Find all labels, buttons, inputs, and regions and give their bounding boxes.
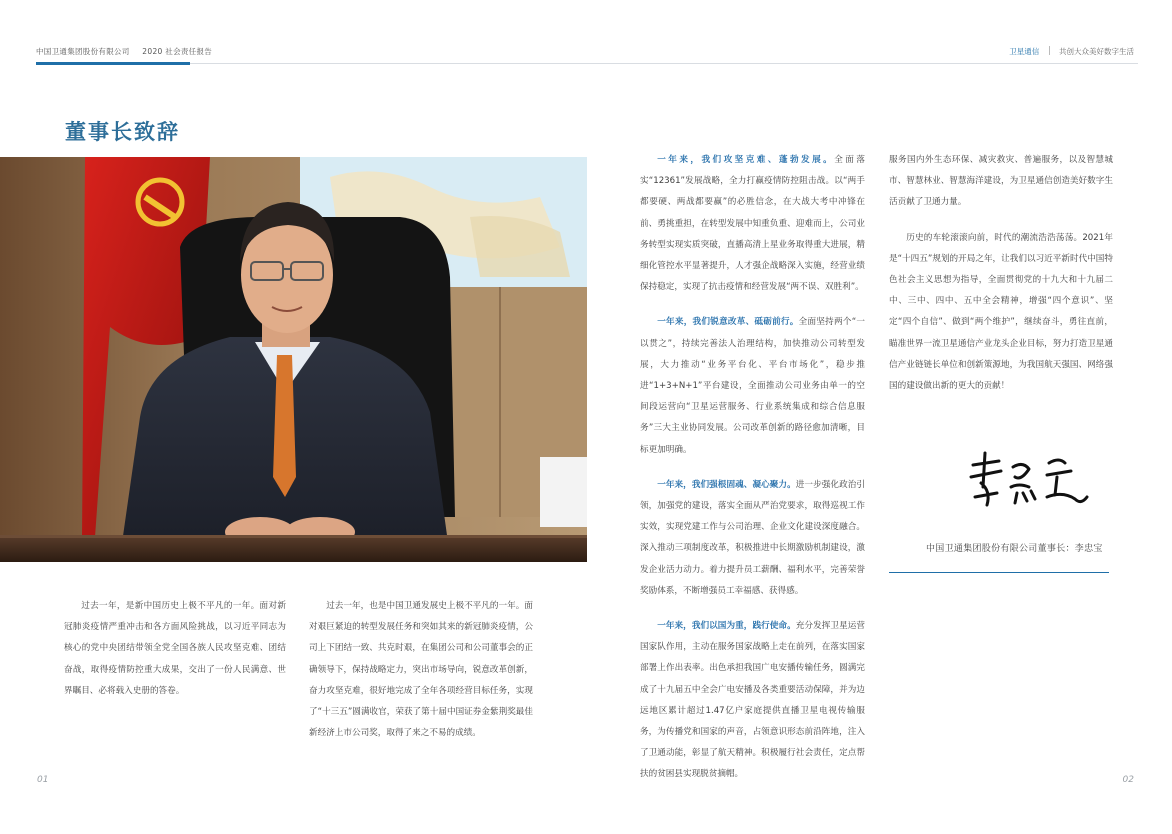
column-4: [889, 150, 1113, 411]
header-rule: [36, 63, 1138, 64]
column-2: [309, 596, 533, 758]
paragraph-lead: 一年来，我们强根固魂、凝心聚力。: [657, 479, 796, 490]
header-left: [36, 46, 222, 57]
paragraph: [889, 228, 1113, 398]
header-slogan: 共创大众美好数字生活: [1059, 47, 1134, 56]
header-accent-bar: [36, 62, 190, 65]
header-separator: [1049, 46, 1050, 55]
header-company: 中国卫通集团股份有限公司: [36, 47, 130, 56]
header-right: [1009, 46, 1134, 57]
paragraph-text: 服务国内外生态环保、减灾救灾、普遍服务，以及智慧城市、智慧林业、智慧海洋建设，为卫星通信创造美好数字生活贡献了卫通力量。: [889, 155, 1113, 208]
paragraph: [309, 596, 533, 744]
chairman-photo: [0, 157, 587, 562]
paragraph: [640, 312, 865, 460]
header-report: 2020 社会责任报告: [142, 47, 213, 56]
paragraph: [64, 596, 286, 702]
paragraph: [640, 616, 865, 786]
signature-caption: 中国卫通集团股份有限公司董事长：李忠宝: [926, 544, 1103, 554]
paragraph-text: 充分发挥卫星运营国家队作用，主动在服务国家战略上走在前列，在落实国家部署上作出表率。出色承担我国广电安播传输任务，圆满完成了十九届五中全会广电安播及各类重要活动保障，并为边远地区累计超过1.47亿户家庭提供直播卫星电视传输服务，为传播党和国家的声音，占领意识形态前沿阵地，注入了卫通动能，彰显了航天精神。积极履行社会责任，定点帮扶的贫困县实现脱贫摘帽。: [640, 621, 865, 780]
paragraph-lead: 一年来，我们锐意改革、砥砺前行。: [657, 317, 799, 328]
paragraph-text: 全面坚持两个“一以贯之”，持续完善法人治理结构，加快推动公司转型发展，大力推动“业务平台化、平台市场化”，稳步推进“1+3+N+1”平台建设，全面推动公司业务由单一的空间段运营向“卫星运营服务、行业系统集成和综合信息服务”三大主业协同发展。公司改革创新的路径愈加清晰，目标更加明确。: [640, 317, 865, 455]
header-brand: 卫星通信: [1009, 47, 1040, 56]
paragraph-lead: 一年来，我们攻坚克难、蓬勃发展。: [657, 155, 835, 165]
paragraph-text: 进一步强化政治引领，加强党的建设，落实全面从严治党要求，取得巡视工作实效，实现党建工作与公司治理、企业文化建设深度融合。深入推动三项制度改革，积极推进中长期激励机制建设，激发企业活力动力。着力提升员工薪酬、福利水平，完善荣誉奖励体系，不断增强员工幸福感、获得感。: [640, 479, 865, 596]
handwritten-signature: [963, 447, 1093, 517]
signature-rule: [889, 572, 1109, 573]
paragraph-lead: 一年来，我们以国为重，践行使命。: [657, 621, 796, 632]
paragraph-text: 过去一年，是新中国历史上极不平凡的一年。面对新冠肺炎疫情严重冲击和各方面风险挑战，以习近平同志为核心的党中央团结带领全党全国各族人民攻坚克难、团结奋战，取得疫情防控重大成果，交出了一份人民满意、世界瞩目、必将载入史册的答卷。: [64, 601, 286, 696]
paragraph: [640, 475, 865, 602]
paragraph: [889, 150, 1113, 214]
paragraph-text: 过去一年，也是中国卫通发展史上极不平凡的一年。面对艰巨紧迫的转型发展任务和突如其来的新冠肺炎疫情，公司上下团结一致、共克时艰，在集团公司和公司董事会的正确领导下，保持战略定力，突出市场导向，锐意改革创新，奋力攻坚克难，很好地完成了全年各项经营目标任务，实现了“十三五”圆满收官，荣获了第十届中国证券金紫荆奖最佳新经济上市公司奖，取得了来之不易的成绩。: [309, 601, 533, 739]
column-1: [64, 596, 286, 716]
page-number-right: 02: [1122, 775, 1134, 785]
column-3: [640, 150, 865, 800]
paragraph: [640, 150, 865, 298]
paragraph-text: 历史的车轮滚滚向前，时代的潮流浩浩荡荡。2021年是“十四五”规划的开局之年，让我们以习近平新时代中国特色社会主义思想为指导，全面贯彻党的十九大和十九届二中、三中、四中、五中全会精神，增强“四个意识”、坚定“四个自信”、做到“两个维护”，继续奋斗，勇往直前，瞄准世界一流卫星通信产业龙头企业目标，努力打造卫星通信产业链链长单位和创新策源地，为我国航天强国、网络强国的建设做出新的更大的贡献！: [889, 232, 1113, 392]
page-number-left: 01: [37, 775, 49, 785]
page-title: 董事长致辞: [65, 120, 180, 144]
paragraph-text: 全面落实“12361”发展战略，全力打赢疫情防控阻击战。以“两手都要硬、两战都要赢”的必胜信念，在大战大考中冲锋在前、勇挑重担，在转型发展中知重负重、迎难而上，公司业务转型实现实质突破，直播高清上星业务取得重大进展，精细化管控水平显著提升，人才强企战略深入实施，经营业绩保持稳定，实现了抗击疫情和经营发展“两不误、双胜利”。: [640, 155, 865, 293]
